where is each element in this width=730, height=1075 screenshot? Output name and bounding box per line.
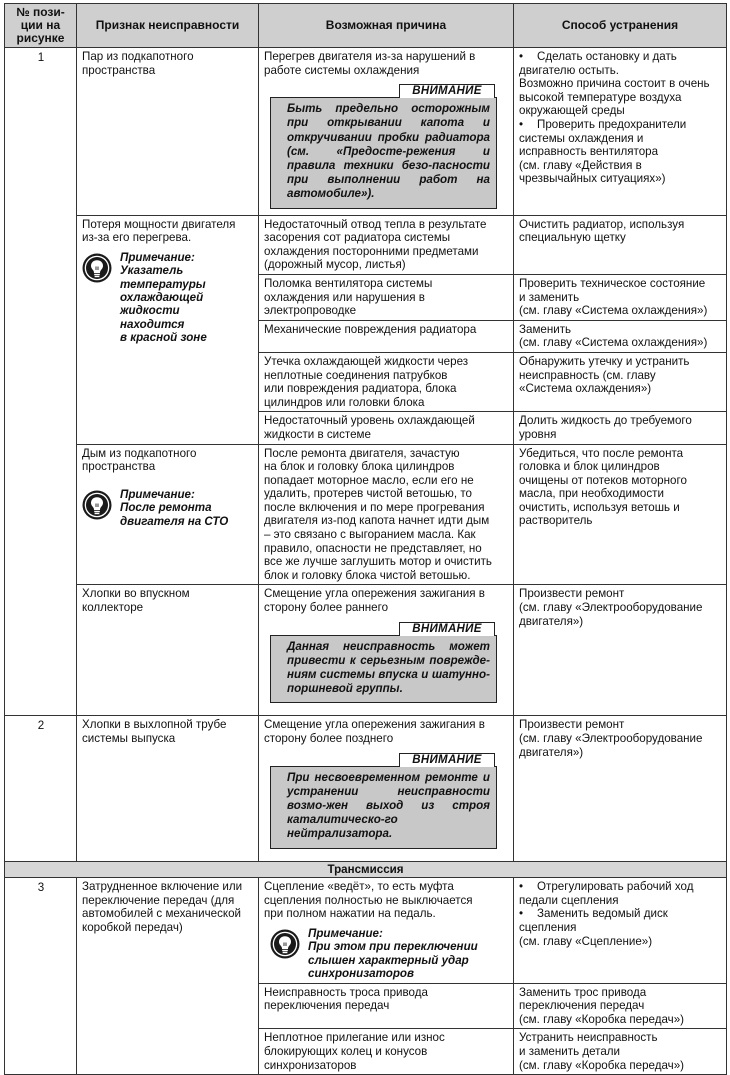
note-box — [82, 251, 254, 345]
warning-title: ВНИМАНИЕ — [399, 753, 495, 767]
symptom-cell — [77, 444, 259, 585]
warning-text: При несвоевременном ремонте и устранении неисправности возмо-жен выход из строя каталитическо-го нейтрализатора. — [270, 766, 497, 849]
table-row — [5, 716, 727, 861]
cause-cell: Неплотное прилегание или износ блокирующих колец и конусов синхронизаторов — [259, 1029, 514, 1075]
section-title: Трансмиссия — [5, 861, 727, 878]
remedy-cell: Проверить техническое состояние и заменить (см. главу «Система охлаждения») — [514, 274, 727, 320]
remedy-cell: Долить жидкость до требуемого уровня — [514, 412, 727, 444]
cause-cell: Недостаточный отвод тепла в результате засорения сот радиатора системы охлаждения посторонними предметами (дорожный мусор, листья) — [259, 215, 514, 274]
table-row — [5, 48, 727, 216]
symptom-cell — [77, 215, 259, 444]
header-remedy: Способ устранения — [514, 4, 727, 48]
position-number: 2 — [5, 716, 77, 861]
header-cause: Возможная причина — [259, 4, 514, 48]
remedy-cell: Заменить (см. главу «Система охлаждения») — [514, 320, 727, 352]
remedy-bullet: • Сделать остановку и дать двигателю остыть. Возможно причина состоит в очень высокой температуре воздуха окружающей среды — [519, 50, 722, 118]
cause-cell: Поломка вентилятора системы охлаждения или нарушения в электропроводке — [259, 274, 514, 320]
symptom-text: Потеря мощности двигателя из-за его перегрева. — [82, 217, 236, 245]
note-box — [270, 927, 509, 981]
warning-title: ВНИМАНИЕ — [399, 84, 495, 98]
remedy-cell: Заменить трос привода переключения передач (см. главу «Коробка передач») — [514, 983, 727, 1029]
symptom-text: Пар из подкапотного пространства — [82, 50, 194, 77]
cause-text: Перегрев двигателя из-за нарушений в работе системы охлаждения — [264, 50, 476, 77]
warning-box — [270, 621, 497, 704]
warning-title: ВНИМАНИЕ — [399, 622, 495, 636]
note-box — [82, 488, 254, 528]
remedy-cell — [514, 878, 727, 983]
remedy-cell — [514, 48, 727, 216]
remedy-cell: Произвести ремонт (см. главу «Электрооборудование двигателя») — [514, 585, 727, 716]
note-text: Примечание: После ремонта двигателя на СТО — [120, 487, 229, 528]
remedy-cell: Убедиться, что после ремонта головка и блок цилиндров очищены от потеков моторного масла, при необходимости очистить, используя ветошь и растворитель — [514, 444, 727, 585]
table-row — [5, 878, 727, 983]
header-row — [5, 4, 727, 48]
header-symptom: Признак неисправности — [77, 4, 259, 48]
symptom-text: Дым из подкапотного пространства — [82, 446, 197, 474]
remedy-cell: Устранить неисправность и заменить детали (см. главу «Коробка передач») — [514, 1029, 727, 1075]
troubleshooting-table — [4, 3, 727, 1075]
symptom-cell: Затрудненное включение или переключение передач (для автомобилей с механической коробкой передач) — [77, 878, 259, 1075]
note-text: Примечание: Указатель температуры охлаждающей жидкости находится в красной зоне — [120, 250, 207, 345]
warning-text: Данная неисправность может привести к серьезным поврежде-ниям системы впуска и шатунно-поршневой группы. — [270, 635, 497, 704]
warning-box — [270, 752, 497, 849]
note-text: Примечание: При этом при переключении слышен характерный удар синхронизаторов — [308, 927, 478, 981]
cause-cell: Механические повреждения радиатора — [259, 320, 514, 352]
warning-box — [270, 83, 497, 208]
header-position: № пози- ции на рисунке — [5, 4, 77, 48]
cause-cell — [259, 48, 514, 216]
remedy-bullet: • Проверить предохранители системы охлаждения и исправность вентилятора (см. главу «Действия в чрезвычайных ситуациях») — [519, 118, 722, 186]
cause-cell: После ремонта двигателя, зачастую на блок и головку блока цилиндров попадает моторное масло, если его не удалить, протерев чистой ветошью, то после включения и по мере прогревания двигателя из-под капота начнет идти дым – это связано с выгоранием масла. Как правило, опасности не представляет, но все же лучше заглушить мотор и очистить блок и головку блока чистой ветошью. — [259, 444, 514, 585]
table-row — [5, 215, 727, 274]
table-row — [5, 444, 727, 585]
position-number: 3 — [5, 878, 77, 1075]
position-number: 1 — [5, 48, 77, 716]
remedy-bullet: • Отрегулировать рабочий ход педали сцепления — [519, 880, 722, 907]
lightbulb-icon — [82, 490, 112, 520]
remedy-bullet: • Заменить ведомый диск сцепления (см. главу «Сцепление») — [519, 907, 722, 948]
cause-cell: Неисправность троса привода переключения передач — [259, 983, 514, 1029]
remedy-cell: Обнаружить утечку и устранить неисправность (см. главу «Система охлаждения») — [514, 352, 727, 411]
cause-text: Смещение угла опережения зажигания в сторону более позднего — [264, 718, 485, 746]
table-row — [5, 585, 727, 716]
cause-cell — [259, 585, 514, 716]
section-row — [5, 861, 727, 878]
symptom-cell: Хлопки во впускном коллекторе — [77, 585, 259, 716]
cause-cell — [259, 878, 514, 983]
lightbulb-icon — [270, 929, 300, 959]
cause-cell: Недостаточный уровень охлаждающей жидкости в системе — [259, 412, 514, 444]
remedy-cell: Произвести ремонт (см. главу «Электрооборудование двигателя») — [514, 716, 727, 861]
cause-text: Сцепление «ведёт», то есть муфта сцепления полностью не выключается при полном нажатии на педаль. — [264, 880, 473, 921]
cause-text: Смещение угла опережения зажигания в сторону более раннего — [264, 587, 485, 615]
cause-cell — [259, 716, 514, 861]
symptom-cell — [77, 48, 259, 216]
lightbulb-icon — [82, 253, 112, 283]
remedy-cell: Очистить радиатор, используя специальную щетку — [514, 215, 727, 274]
cause-cell: Утечка охлаждающей жидкости через неплотные соединения патрубков или повреждения радиатора, блока цилиндров или головки блока — [259, 352, 514, 411]
symptom-cell: Хлопки в выхлопной трубе системы выпуска — [77, 716, 259, 861]
warning-text: Быть предельно осторожным при открывании капота и откручивании пробки радиатора (см. «Предосте-режения и правила техники безо-пасности при выполнении работ на автомобиле»). — [270, 97, 497, 208]
